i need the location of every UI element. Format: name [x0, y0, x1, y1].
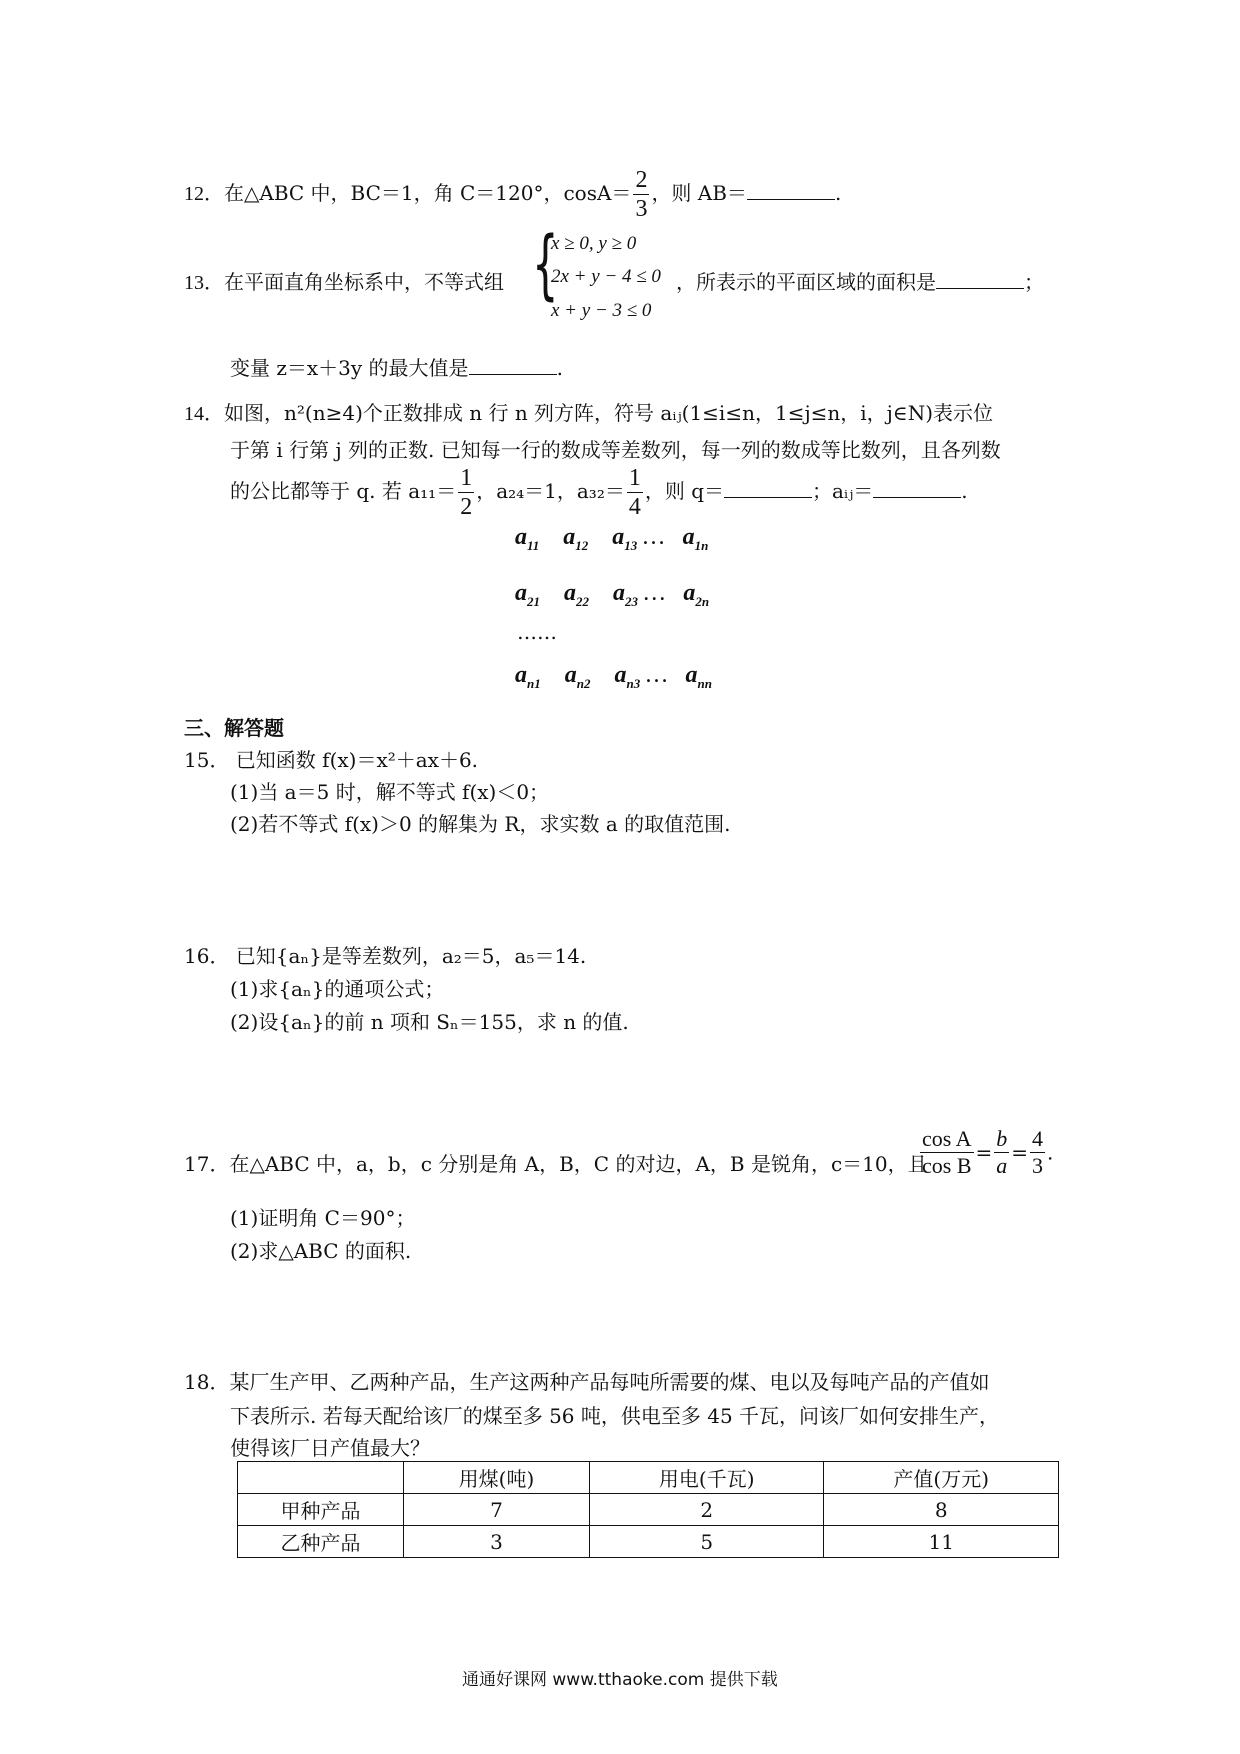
fraction-numerator: 1 — [460, 465, 473, 491]
fraction — [633, 168, 649, 221]
question-text: ，a₂₄＝1，a₃₂＝ — [476, 479, 625, 503]
fraction-denominator: 4 — [628, 494, 641, 520]
question-text: ；aᵢⱼ＝ — [812, 479, 874, 503]
equals-sign: = — [975, 1140, 993, 1165]
question-18-line2: 下表所示. 若每天配给该厂的煤至多 56 吨，供电至多 45 千瓦，问该厂如何安排生产， — [230, 1404, 1000, 1428]
table-cell: 7 — [404, 1494, 590, 1526]
question-18-line3: 使得该厂日产值最大？ — [230, 1436, 430, 1460]
punctuation: . — [834, 181, 842, 205]
fraction-numerator: 1 — [628, 465, 641, 491]
matrix-entry: $a_{23}$ — [613, 580, 638, 609]
matrix-entry: $a_{2n}$ — [683, 580, 710, 609]
table-header-cell: 用煤(吨) — [404, 1462, 590, 1494]
punctuation: . — [1047, 1140, 1054, 1165]
matrix-entry: $a_{n3}$ — [614, 662, 641, 691]
matrix-vertical-dots: …… — [517, 620, 557, 644]
question-16-line1: 16． 已知{aₙ}是等差数列，a₂＝5，a₅＝14. — [184, 944, 587, 968]
question-16-part2: (2)设{aₙ}的前 n 项和 Sₙ＝155，求 n 的值. — [230, 1010, 629, 1034]
question-14-line2: 于第 i 行第 j 列的正数. 已知每一行的数成等差数列，每一列的数成等比数列，且各列数 — [230, 438, 1001, 462]
question-text: 变量 z＝x＋3y 的最大值是 — [230, 356, 469, 380]
question-text: ，则 q＝ — [644, 479, 725, 503]
answer-blank[interactable] — [724, 496, 812, 498]
fraction-denominator: 3 — [1032, 1153, 1044, 1178]
fraction-denominator: cos B — [922, 1153, 972, 1178]
matrix-ellipsis: … — [643, 524, 665, 550]
question-18-line1: 18．某厂生产甲、乙两种产品，生产这两种产品每吨所需要的煤、电以及每吨产品的产值如 — [184, 1370, 990, 1394]
matrix-entry: $a_{n1}$ — [515, 662, 541, 691]
question-13-line1-b — [676, 266, 1044, 295]
table-header-cell: 用电(千瓦) — [589, 1462, 824, 1494]
question-number: 14． — [184, 403, 224, 425]
matrix-row-1 — [515, 524, 708, 554]
page-footer: 通通好课网 www.tthaoke.com 提供下载 — [462, 1670, 778, 1690]
fraction-numerator: b — [996, 1126, 1008, 1151]
equals-sign: = — [1011, 1140, 1029, 1165]
question-17-part2: (2)求△ABC 的面积. — [230, 1239, 412, 1263]
table-header-cell: 产值(万元) — [824, 1462, 1059, 1494]
fraction — [994, 1128, 1009, 1177]
fraction — [458, 466, 474, 519]
question-text: 如图，n²(n≥4)个正数排成 n 行 n 列方阵，符号 aᵢⱼ(1≤i≤n，1≤j≤n，i，j∈N)表示位 — [224, 401, 993, 425]
matrix-entry: $a_{12}$ — [563, 524, 589, 553]
matrix-entry: $a_{13}$ — [612, 524, 638, 553]
left-brace-icon: { — [532, 219, 559, 308]
fraction-denominator: 2 — [460, 494, 473, 520]
matrix-ellipsis: … — [646, 662, 668, 688]
matrix-row-2 — [515, 580, 709, 610]
table-header-row — [238, 1462, 1059, 1494]
table-cell: 乙种产品 — [238, 1526, 404, 1558]
question-text: 的公比都等于 q. 若 a₁₁＝ — [230, 479, 457, 503]
matrix-entry: $a_{1n}$ — [682, 524, 709, 553]
fraction-denominator: 3 — [635, 196, 648, 222]
question-13-line2 — [230, 352, 563, 381]
fraction — [1030, 1128, 1045, 1177]
table-header-cell — [238, 1462, 404, 1494]
table-cell: 8 — [824, 1494, 1059, 1526]
question-number: 12． — [184, 183, 224, 205]
matrix-entry: $a_{21}$ — [515, 580, 540, 609]
answer-blank[interactable] — [469, 373, 557, 375]
question-13-line1-a — [184, 266, 504, 295]
fraction-numerator: cos A — [922, 1126, 972, 1151]
system-row-1: x ≥ 0, y ≥ 0 — [551, 233, 637, 254]
answer-blank[interactable] — [936, 287, 1024, 289]
question-17-ratio — [918, 1128, 1053, 1177]
punctuation: . — [961, 479, 968, 503]
question-text: 在平面直角坐标系中，不等式组 — [224, 270, 504, 294]
table-cell: 5 — [589, 1526, 824, 1558]
answer-blank[interactable] — [747, 198, 835, 200]
system-row-3: x + y − 3 ≤ 0 — [551, 300, 652, 321]
fraction — [627, 466, 643, 519]
table-row — [238, 1494, 1059, 1526]
production-table — [237, 1461, 1059, 1558]
fraction — [920, 1128, 974, 1177]
question-15-part2: (2)若不等式 f(x)＞0 的解集为 R，求实数 a 的取值范围. — [230, 812, 731, 836]
matrix-row-n — [515, 662, 712, 692]
question-text: 在△ABC 中，BC＝1，角 C＝120°，cosA＝ — [224, 181, 632, 205]
question-15-part1: (1)当 a＝5 时，解不等式 f(x)＜0； — [230, 780, 550, 804]
question-text: ，则 AB＝ — [651, 181, 747, 205]
table-row — [238, 1526, 1059, 1558]
answer-blank[interactable] — [873, 496, 961, 498]
punctuation: ； — [1024, 270, 1044, 294]
table-cell: 2 — [589, 1494, 824, 1526]
matrix-ellipsis: … — [644, 580, 666, 606]
fraction-numerator: 2 — [635, 167, 648, 193]
matrix-entry: $a_{nn}$ — [685, 662, 713, 691]
question-number: 13． — [184, 272, 224, 294]
question-14-line1 — [184, 397, 993, 426]
matrix-entry: $a_{11}$ — [515, 524, 540, 553]
matrix-entry: $a_{n2}$ — [564, 662, 591, 691]
question-12 — [184, 168, 841, 221]
question-17-part1: (1)证明角 C＝90°； — [230, 1206, 416, 1230]
question-16-part1: (1)求{aₙ}的通项公式； — [230, 977, 445, 1001]
question-text: ，所表示的平面区域的面积是 — [676, 270, 936, 294]
question-14-line3 — [230, 466, 968, 519]
table-cell: 3 — [404, 1526, 590, 1558]
section-heading: 三、解答题 — [184, 716, 284, 740]
fraction-denominator: a — [996, 1153, 1008, 1178]
fraction-numerator: 4 — [1032, 1126, 1044, 1151]
matrix-entry: $a_{22}$ — [564, 580, 589, 609]
table-cell: 甲种产品 — [238, 1494, 404, 1526]
system-row-2: 2x + y − 4 ≤ 0 — [551, 266, 661, 287]
table-cell: 11 — [824, 1526, 1059, 1558]
question-15-line1: 15． 已知函数 f(x)＝x²＋ax＋6. — [184, 748, 479, 772]
question-17-line1: 17．在△ABC 中，a，b，c 分别是角 A，B，C 的对边，A，B 是锐角，c＝10，且 — [184, 1152, 928, 1176]
punctuation: . — [556, 356, 563, 380]
